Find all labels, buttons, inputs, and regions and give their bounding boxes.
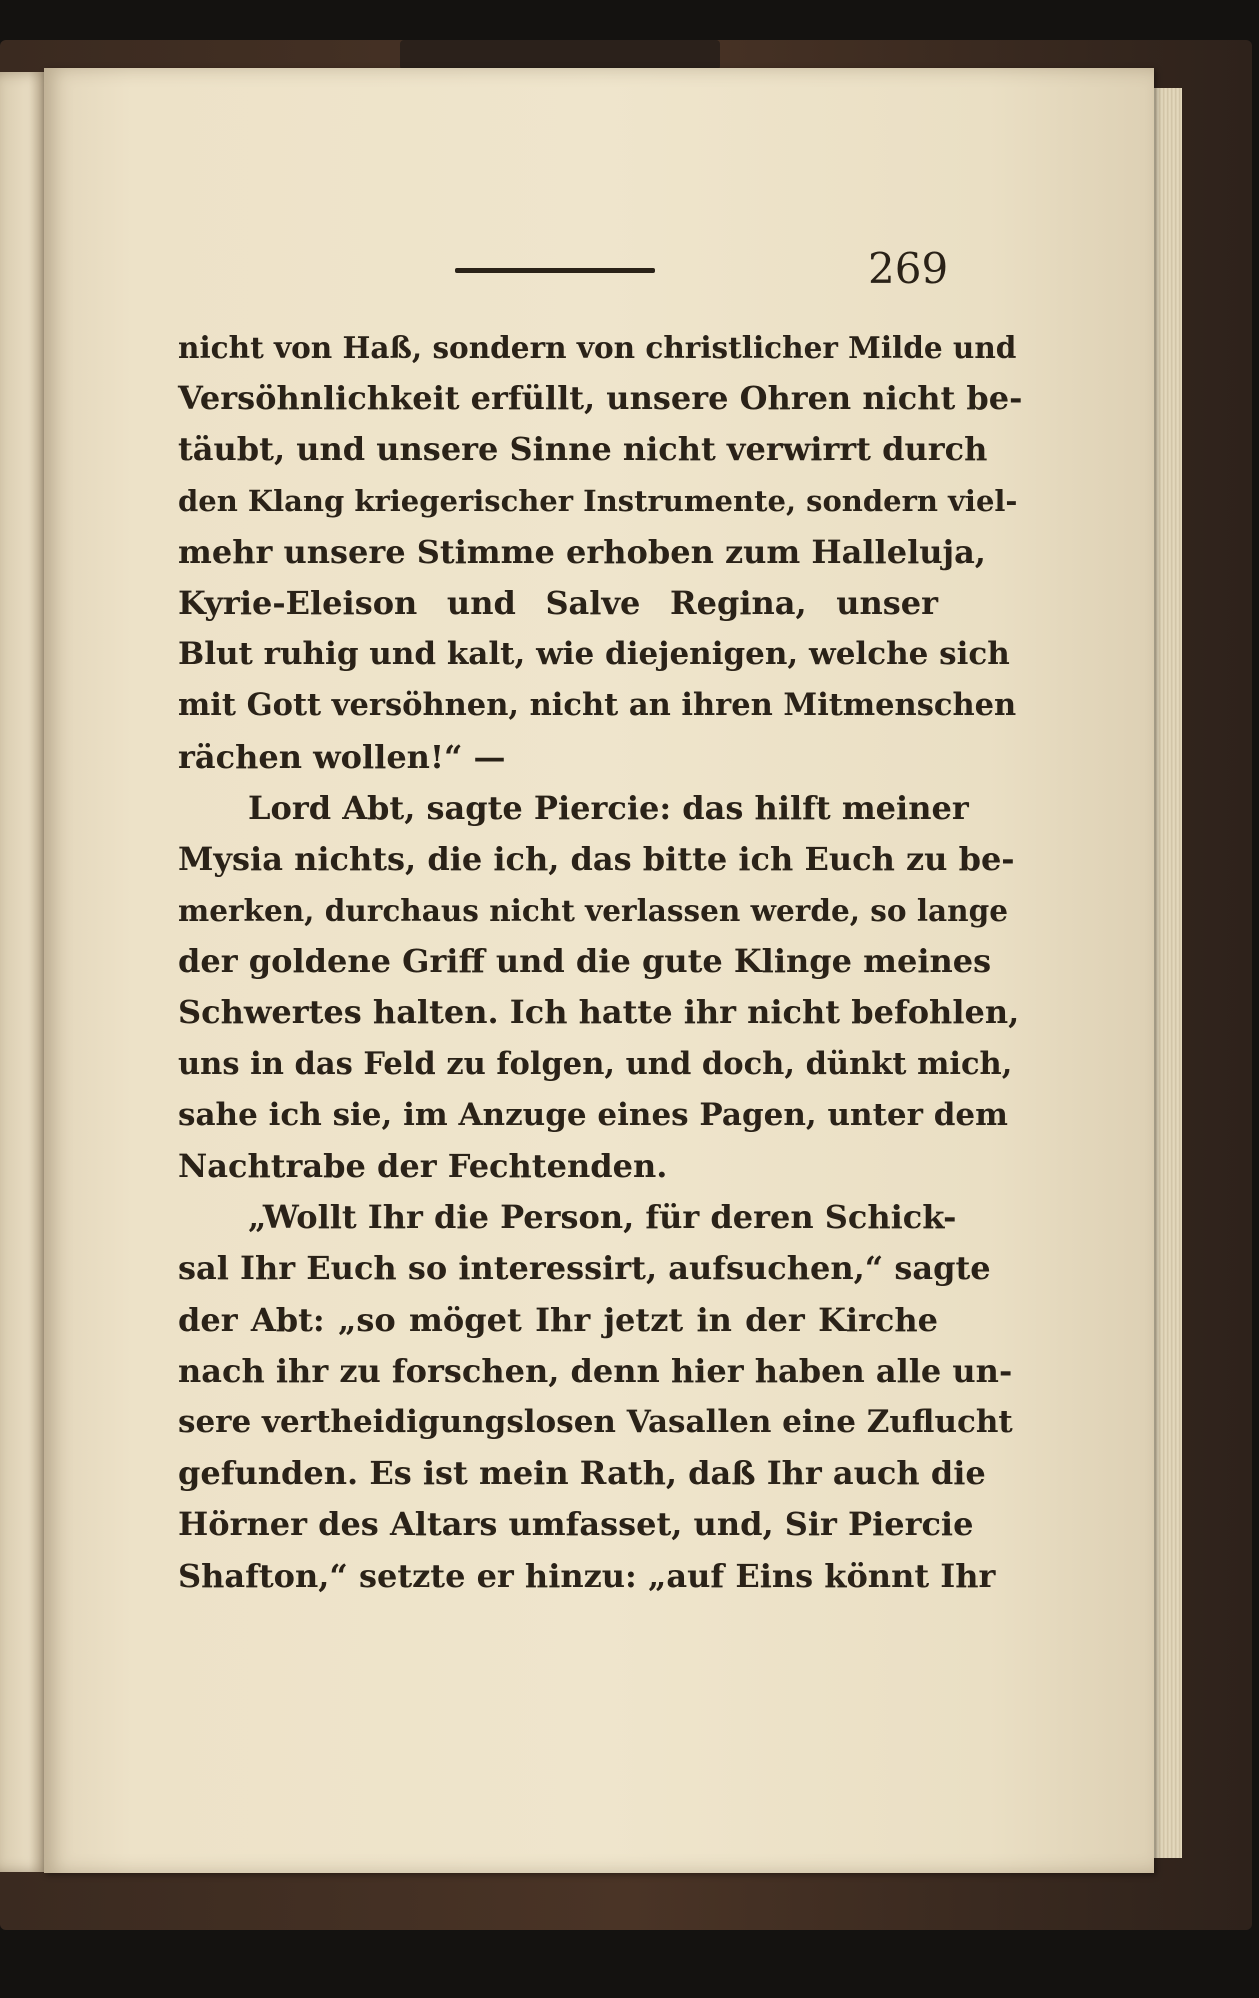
text-line: mit Gott versöhnen, nicht an ihren Mitmenschen — [178, 687, 1017, 724]
text-line: rächen wollen!“ — — [178, 737, 506, 776]
text-line: Versöhnlichkeit erfüllt, unsere Ohren nicht be- — [178, 379, 1023, 418]
text-line: sahe ich sie, im Anzuge eines Pagen, unter dem — [178, 1096, 1008, 1133]
text-line: sal Ihr Euch so interessirt, aufsuchen,“ sagte — [178, 1249, 991, 1288]
book-clasp — [400, 40, 720, 70]
text-line: der goldene Griff und die gute Klinge meines — [178, 942, 992, 981]
text-line: den Klang kriegerischer Instrumente, sondern viel- — [178, 483, 1018, 518]
text-line: Schwertes halten. Ich hatte ihr nicht befohlen, — [178, 993, 1020, 1032]
text-line: Blut ruhig und kalt, wie diejenigen, welche sich — [178, 636, 1010, 673]
text-line: gefunden. Es ist mein Rath, daß Ihr auch die — [178, 1454, 986, 1493]
text-line: „Wollt Ihr die Person, für deren Schick- — [248, 1198, 957, 1237]
text-line: Kyrie-Eleison und Salve Regina, unser — [178, 583, 938, 622]
text-line: uns in das Feld zu folgen, und doch, dünkt mich, — [178, 1045, 1013, 1082]
text-line: Shafton,“ setzte er hinzu: „auf Eins könnt Ihr — [178, 1556, 996, 1595]
text-line: sere vertheidigungslosen Vasallen eine Zuflucht — [178, 1403, 1013, 1440]
text-line: Nachtrabe der Fechtenden. — [178, 1147, 668, 1185]
text-line: Mysia nichts, die ich, das bitte ich Euch zu be- — [178, 839, 1015, 878]
header-rule — [455, 268, 655, 273]
text-line: der Abt: „so möget Ihr jetzt in der Kirche — [178, 1300, 938, 1339]
page-number: 269 — [868, 244, 949, 293]
text-line: merken, durchaus nicht verlassen werde, so lange — [178, 893, 1008, 929]
body-text — [178, 322, 1023, 1602]
text-line: Lord Abt, sagte Piercie: das hilft meiner — [248, 788, 969, 827]
text-line: Hörner des Altars umfasset, und, Sir Piercie — [178, 1505, 974, 1544]
left-page-edge — [0, 72, 48, 1872]
text-line: täubt, und unsere Sinne nicht verwirrt durch — [178, 430, 988, 469]
text-line: mehr unsere Stimme erhoben zum Halleluja, — [178, 532, 986, 571]
text-line: nach ihr zu forschen, denn hier haben alle un- — [178, 1351, 1013, 1390]
text-line: nicht von Haß, sondern von christlicher Milde und — [178, 330, 1017, 365]
